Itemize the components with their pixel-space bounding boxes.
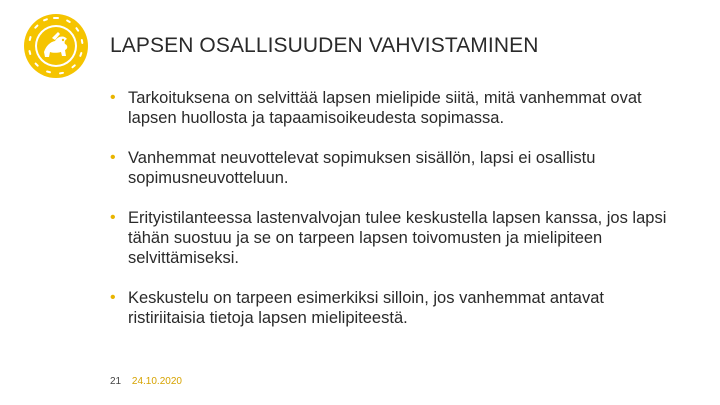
government-seal-logo [22,12,90,80]
bullet-item [110,148,670,188]
footer-date: 24.10.2020 [131,376,182,387]
bullet-item [110,88,670,128]
finnish-government-seal-icon [22,12,90,80]
bullet-text: Vanhemmat neuvottelevat sopimuksen sisällön, lapsi ei osallistu sopimusneuvotteluun. [128,149,596,187]
bullet-text: Keskustelu on tarpeen esimerkiksi silloin, jos vanhemmat antavat ristiriitaisia tietoja lapsen mielipiteestä. [128,289,604,327]
page-number: 21 [110,376,122,387]
bullet-text: Tarkoituksena on selvittää lapsen mielipide siitä, mitä vanhemmat ovat lapsen huollosta ja tapaamisoikeudesta sopimassa. [128,89,642,127]
bullet-item [110,288,670,328]
bullet-marker-icon: • [110,89,116,106]
slide-footer [110,376,182,387]
bullet-marker-icon: • [110,149,116,166]
bullet-list [110,88,670,348]
bullet-item [110,208,670,268]
bullet-marker-icon: • [110,209,116,226]
bullet-text: Erityistilanteessa lastenvalvojan tulee keskustella lapsen kanssa, jos lapsi tähän suostuu ja se on tarpeen lapsen toivomusten ja mielipiteen selvittämiseksi. [128,209,667,267]
bullet-marker-icon: • [110,289,116,306]
slide-title: LAPSEN OSALLISUUDEN VAHVISTAMINEN [110,34,539,57]
